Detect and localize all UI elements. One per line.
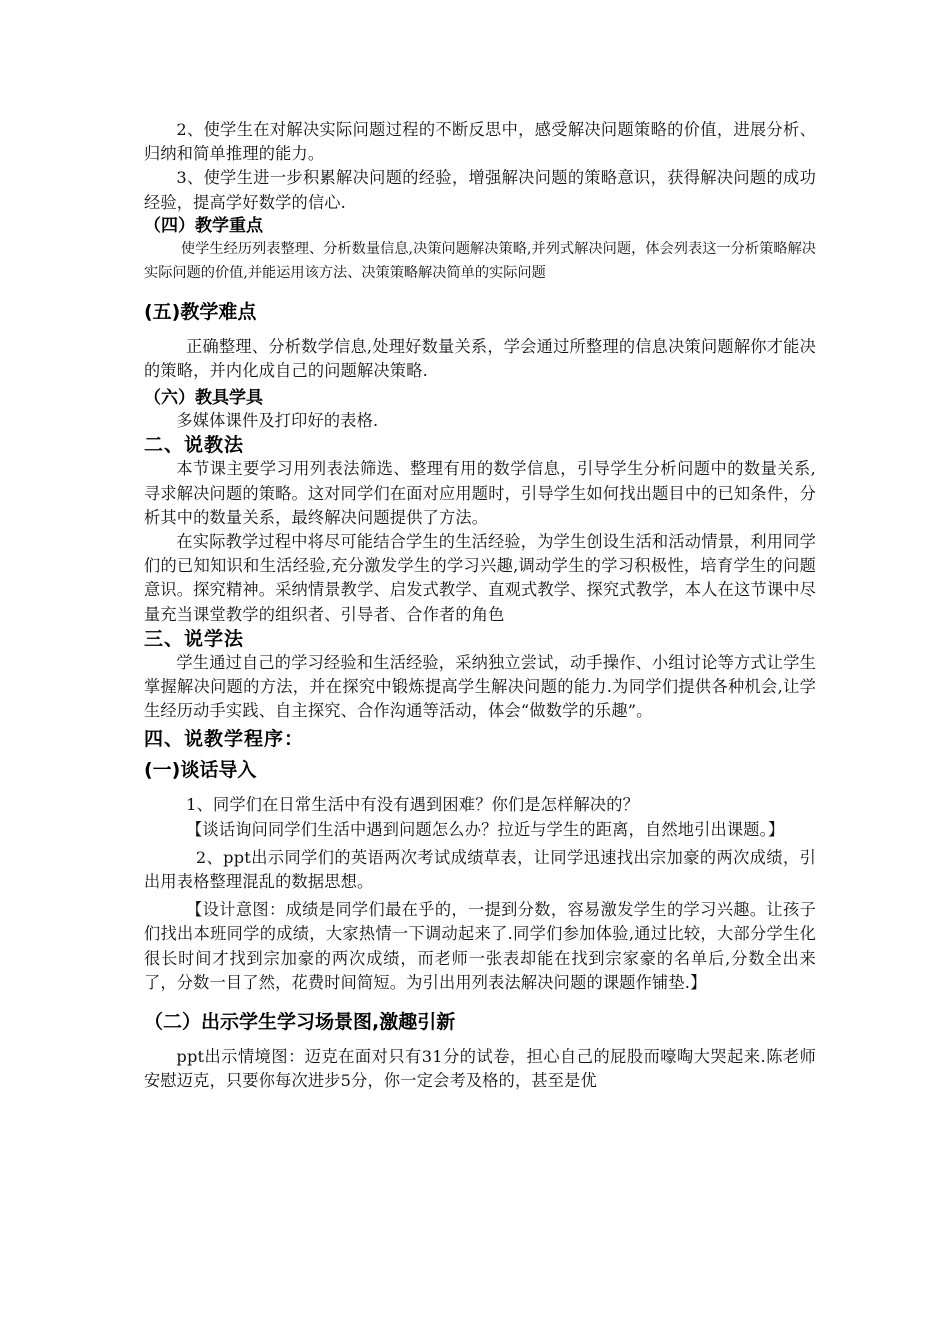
difficulties-text: 正确整理、分析数学信息,处理好数量关系，学会通过所整理的信息决策问题解你才能决的策略，并内化成自己的问题解决策略. (144, 336, 816, 381)
tools-heading: （六）教具学具 (144, 388, 263, 409)
teaching-method-para-2: 在实际教学过程中将尽可能结合学生的生活经验，为学生创设生活和活动情景，利用同学们的已知知识和生活经验,充分激发学生的学习兴趣,调动学生的学习积极性，培育学生的问题意识。探究精神。采纳情景教学、启发式教学、直观式教学、探究式教学，本人在这节课中尽量充当课堂教学的组织者、引导者、合作者的角色 (144, 532, 816, 624)
document-page (144, 118, 816, 1093)
goal-item-2: 2、使学生在对解决实际问题过程的不断反思中，感受解决问题策略的价值，进展分析、归纳和简单推理的能力。 (144, 120, 816, 164)
learning-method-heading: 三、说学法 (144, 627, 245, 650)
goal-item-3: 3、使学生进一步积累解决问题的经验，增强解决问题的策略意识，获得解决问题的成功经验，提高学好数学的信心. (144, 168, 816, 212)
section-1-question-2: 2、ppt出示同学们的英语两次考试成绩草表，让同学迅速找出宗加豪的两次成绩，引出用表格整理混乱的数据思想。 (144, 847, 816, 892)
section-2-para: ppt出示情境图：迈克在面对只有31分的试卷，担心自己的屁股而嚎啕大哭起来.陈老师安慰迈克，只要你每次进步5分，你一定会考及格的，甚至是优 (144, 1047, 816, 1091)
procedure-heading: 四、说教学程序： (144, 728, 305, 751)
teaching-method-para-1: 本节课主要学习用列表法筛选、整理有用的数学信息，引导学生分析问题中的数量关系,寻求解决问题的策略。这对同学们在面对应用题时，引导学生如何找出题目中的已知条件，分析其中的数量关系，最终解决问题提供了方法。 (144, 459, 816, 527)
section-2-heading: （二）出示学生学习场景图,激趣引新 (144, 1011, 456, 1034)
learning-method-para: 学生通过自己的学习经验和生活经验，采纳独立尝试，动手操作、小组讨论等方式让学生掌握解决问题的方法，并在探究中锻炼提高学生解决问题的能力.为同学们提供各种机会,让学生经历动手实践、自主探究、合作沟通等活动，体会“做数学的乐趣”。 (144, 652, 816, 721)
teaching-method-heading: 二、说教法 (144, 434, 245, 457)
section-1-note-1: 【谈话询问同学们生活中遇到问题怎么办？拉近与学生的距离，自然地引出课题。】 (186, 819, 785, 839)
difficulties-heading: (五)教学难点 (144, 300, 257, 323)
tools-text: 多媒体课件及打印好的表格. (176, 411, 379, 431)
section-1-note-2: 【设计意图：成绩是同学们最在乎的，一提到分数，容易激发学生的学习兴趣。让孩子们找出本班同学的成绩，大家热情一下调动起来了.同学们参加体验,通过比较，大部分学生化很长时间才找到宗加豪的两次成绩，而老师一张表却能在找到宗家豪的名单后,分数全出来了，分数一目了然，花费时间简短。为引出用列表法解决问题的课题作铺垫.】 (144, 900, 816, 992)
section-1-question-1: 1、同学们在日常生活中有没有遇到困难？你们是怎样解决的？ (186, 795, 640, 815)
key-points-text: 使学生经历列表整理、分析数量信息,决策问题解决策略,并列式解决问题，体会列表这一分析策略解决实际问题的价值,并能运用该方法、决策策略解决简单的实际问题 (144, 240, 816, 281)
section-1-heading: (一)谈话导入 (144, 759, 257, 782)
key-points-heading: （四）教学重点 (144, 215, 263, 236)
